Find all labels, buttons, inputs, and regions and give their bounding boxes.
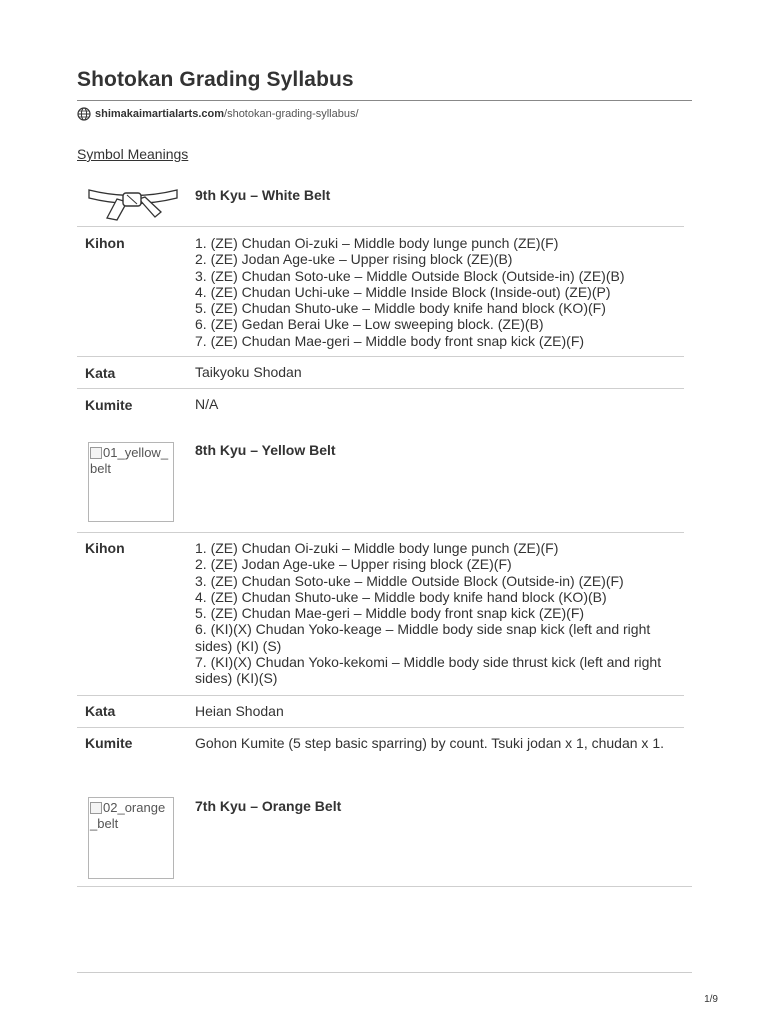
broken-image-icon (90, 802, 102, 814)
globe-icon (77, 107, 91, 121)
list-item: 1. (ZE) Chudan Oi-zuki – Middle body lunge punch (ZE)(F) (195, 540, 559, 556)
url-path: /shotokan-grading-syllabus/ (224, 108, 359, 120)
source-url[interactable] (77, 107, 359, 121)
symbol-meanings-link[interactable]: Symbol Meanings (77, 146, 189, 162)
belt-title: 7th Kyu – Orange Belt (195, 798, 342, 814)
list-item: 5. (ZE) Chudan Mae-geri – Middle body front snap kick (ZE)(F) (195, 605, 585, 622)
belt-image-placeholder (88, 797, 174, 879)
list-item: 4. (ZE) Chudan Shuto-uke – Middle body knife hand block (KO)(B) (195, 588, 607, 605)
kata-label: Kata (85, 365, 116, 381)
belt-title: 8th Kyu – Yellow Belt (195, 442, 336, 458)
kata-value: Taikyoku Shodan (195, 364, 302, 380)
kihon-list (195, 235, 681, 349)
belt-header-row (77, 787, 692, 887)
list-item: 3. (ZE) Chudan Soto-uke – Middle Outside Block (Outside-in) (ZE)(F) (195, 572, 624, 589)
broken-image-icon (90, 447, 102, 459)
list-item: 6. (ZE) Gedan Berai Uke – Low sweeping block. (ZE)(B) (195, 316, 544, 333)
page-title: Shotokan Grading Syllabus (77, 68, 354, 91)
kumite-row (77, 728, 684, 786)
kata-row (77, 357, 684, 389)
kata-value: Heian Shodan (195, 703, 284, 719)
kihon-row (77, 533, 684, 696)
kumite-value: Gohon Kumite (5 step basic sparring) by count. Tsuki jodan x 1, chudan x 1. (195, 735, 664, 751)
kumite-label: Kumite (85, 397, 133, 413)
kihon-label: Kihon (85, 540, 125, 556)
list-item: 5. (ZE) Chudan Shuto-uke – Middle body knife hand block (KO)(F) (195, 300, 606, 317)
kihon-label: Kihon (85, 235, 125, 251)
belt-image-placeholder (88, 442, 174, 522)
list-item: 2. (ZE) Jodan Age-uke – Upper rising block (ZE)(B) (195, 251, 513, 268)
belt-header-row (77, 176, 684, 227)
belt-title: 9th Kyu – White Belt (195, 187, 331, 203)
kumite-label: Kumite (85, 735, 133, 751)
footer-divider (77, 972, 692, 973)
list-item: 3. (ZE) Chudan Soto-uke – Middle Outside Block (Outside-in) (ZE)(B) (195, 267, 625, 284)
kumite-value: N/A (195, 396, 219, 412)
list-item: 7. (KI)(X) Chudan Yoko-kekomi – Middle body side thrust kick (left and right sides) (KI)(S) (195, 654, 662, 687)
kihon-list (195, 540, 681, 687)
white-belt-icon (87, 185, 179, 221)
belt-header-row (77, 430, 684, 533)
image-alt-text: 02_orange_belt (90, 800, 166, 831)
kumite-row (77, 389, 684, 429)
list-item: 2. (ZE) Jodan Age-uke – Upper rising block (ZE)(F) (195, 556, 512, 573)
url-domain: shimakaimartialarts.com (95, 108, 225, 120)
image-alt-text: 01_yellow_belt (90, 445, 169, 476)
title-divider (77, 100, 692, 101)
list-item: 4. (ZE) Chudan Uchi-uke – Middle Inside Block (Inside-out) (ZE)(P) (195, 283, 611, 300)
kihon-row (77, 227, 684, 357)
page-number: 1/9 (704, 994, 718, 1005)
kata-row (77, 696, 684, 728)
list-item: 7. (ZE) Chudan Mae-geri – Middle body front snap kick (ZE)(F) (195, 332, 585, 349)
kata-label: Kata (85, 703, 116, 719)
list-item: 6. (KI)(X) Chudan Yoko-keage – Middle body side snap kick (left and right sides) (KI) (S) (195, 621, 651, 654)
list-item: 1. (ZE) Chudan Oi-zuki – Middle body lunge punch (ZE)(F) (195, 235, 559, 251)
